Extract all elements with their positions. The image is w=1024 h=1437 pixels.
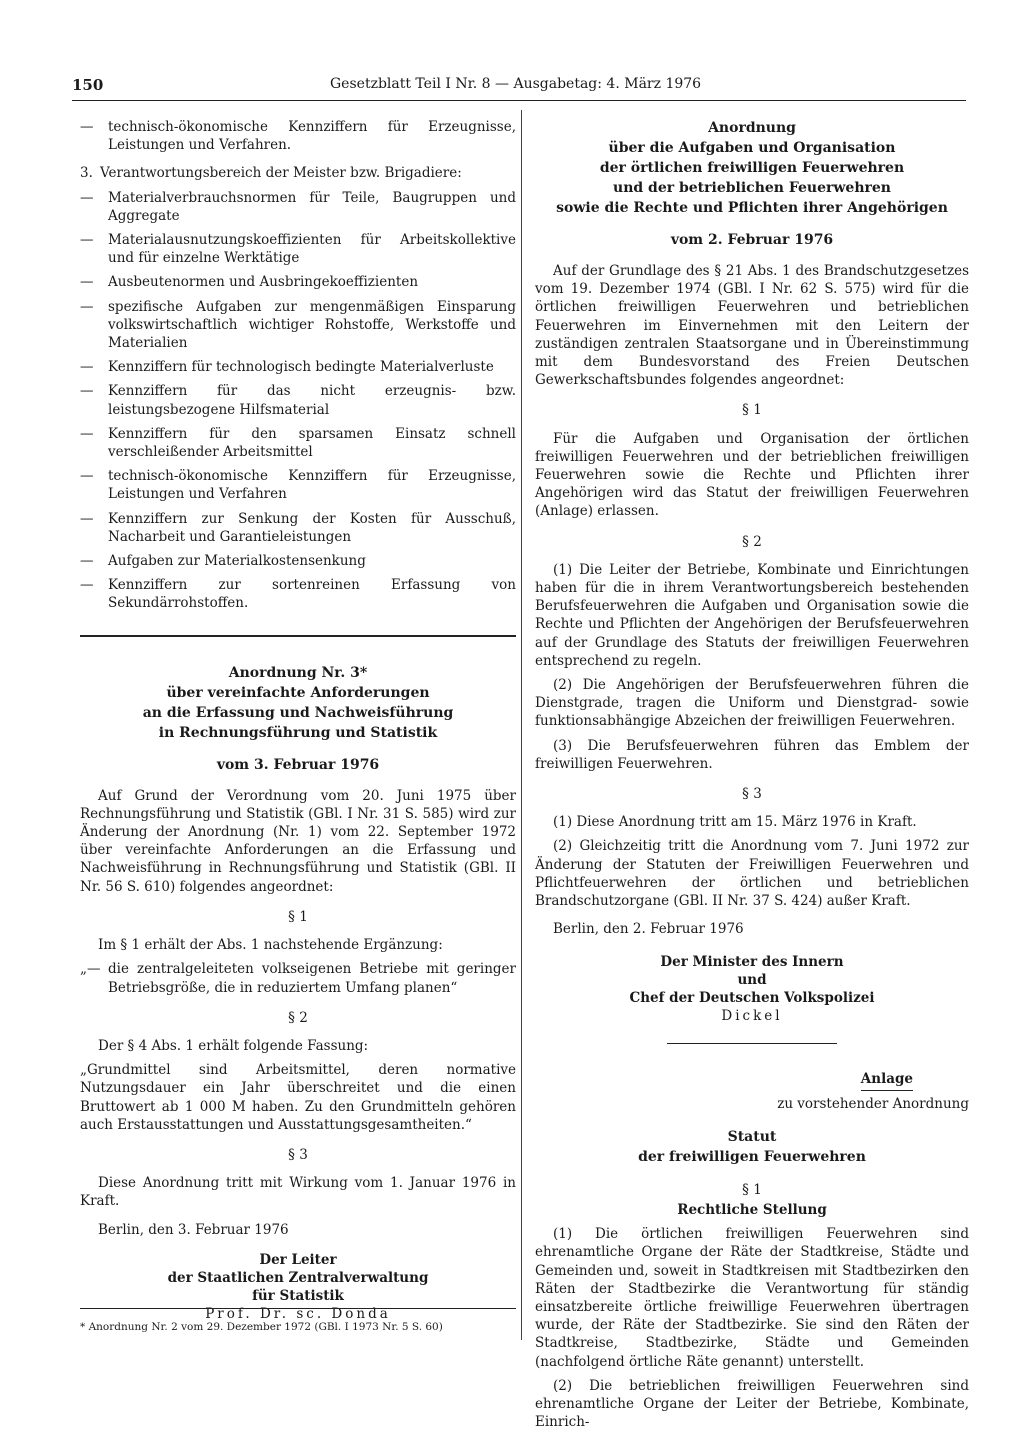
page-number: 150 [72, 76, 104, 94]
title-line: für Statistik [252, 1288, 344, 1305]
section-heading: § 1 [742, 1181, 762, 1198]
paragraph: (1) Die Leiter der Betriebe, Kombinate und Einrichtungen haben für die in ihrem Verantwortungsbereich bestehenden Berufsfeuerwehren die Aufgaben und Organisation sowie die Rechte und Pflichten der Angehörigen der Berufsfeuerwehren auf der Grundlage des Statuts der freiwilligen Feuerwehren entsprechend zu regeln. [535, 561, 969, 669]
list-item: — spezifische Aufgaben zur mengenmäßigen Einsparung volkswirtschaftlich wichtiger Rohstoffe, Werkstoffe und Materialien [80, 298, 516, 352]
section-separator [667, 1043, 837, 1044]
material-list [80, 189, 516, 613]
section-heading: § 1 [742, 402, 762, 419]
list-item: — Materialverbrauchsnormen für Teile, Baugruppen und Aggregate [80, 189, 516, 224]
list-item: — Materialausnutzungskoeffizienten für Arbeitskollektive und für einzelne Werktätige [80, 232, 516, 267]
title-line: und [737, 971, 767, 988]
annex-title: Anlage [535, 1070, 913, 1090]
page-header [72, 76, 966, 101]
annex-subtitle: zu vorstehender Anordnung [777, 1095, 969, 1112]
paragraph: (1) Die örtlichen freiwilligen Feuerwehren sind ehrenamtliche Organe der Räte der Stadtkreise, Städte und Gemeinden und, soweit in Stadtkreisen mit Stadtbezirken den Räten der Stadtbezirke die Verantwortung für ständig einsatzbereite örtliche freiwillige Feuerwehren übertragen wurde, der Räte der Stadtbezirke. Sie sind den Räten der Stadtkreise, Stadtbezirke, Städte und Gemeinden (nachfolgend örtliche Räte genannt) unterstellt. [535, 1226, 969, 1370]
title-line: der freiwilligen Feuerwehren [638, 1148, 866, 1165]
paragraph: Diese Anordnung tritt mit Wirkung vom 1. Januar 1976 in Kraft. [80, 1175, 516, 1210]
list-item: — Kennziffern für den sparsamen Einsatz schnell verschleißender Arbeitsmittel [80, 425, 516, 461]
title-line: Der Leiter [259, 1251, 337, 1268]
order-date: vom 2. Februar 1976 [670, 232, 834, 248]
title-line: und der betrieblichen Feuerwehren [613, 180, 891, 196]
section-heading: § 3 [742, 786, 762, 803]
list-item: — Kennziffern für technologisch bedingte Materialverluste [80, 359, 494, 376]
section-heading: § 2 [742, 533, 762, 550]
paragraph: (2) Gleichzeitig tritt die Anordnung vom 7. Juni 1972 zur Änderung der Statuten der Freiwilligen Feuerwehren und Pflichtfeuerwehren der örtlichen und betrieblichen Brandschutzorgane (GBl. II Nr. 37 S. 424) außer Kraft. [535, 838, 969, 910]
paragraph: (3) Die Berufsfeuerwehren führen das Emblem der freiwilligen Feuerwehren. [535, 737, 969, 772]
title-line: Anordnung Nr. 3* [228, 664, 368, 681]
section-heading: § 2 [288, 1009, 308, 1026]
quoted-amendment: „— die zentralgeleiteten volkseigenen Betriebe mit geringer Betriebsgröße, die in reduziertem Umfang planen“ [80, 961, 516, 996]
title-line: über vereinfachte Anforderungen [166, 684, 430, 701]
title-line: Anordnung [708, 120, 796, 136]
order-title [535, 118, 969, 218]
title-line: sowie die Rechte und Pflichten ihrer Angehörigen [556, 200, 948, 216]
section-heading: § 3 [288, 1146, 308, 1163]
paragraph: (1) Diese Anordnung tritt am 15. März 1976 in Kraft. [553, 814, 917, 831]
list-item: — technisch-ökonomische Kennziffern für Erzeugnisse, Leistungen und Verfahren [80, 468, 516, 503]
paragraph: (2) Die Angehörigen der Berufsfeuerwehren führen die Dienstgrade, tragen die Uniform und Dienstgrad- sowie funktionsabhängige Abzeichen der freiwilligen Feuerwehren. [535, 677, 969, 730]
title-line: Chef der Deutschen Volkspolizei [629, 989, 875, 1006]
list-item: — technisch-ökonomische Kennziffern für Erzeugnisse, Leistungen und Verfahren. [80, 119, 516, 154]
title-line: der örtlichen freiwilligen Feuerwehren [599, 160, 905, 176]
signature-block [535, 953, 969, 1008]
statute-title [535, 1127, 969, 1167]
list-item: — Kennziffern zur sortenreinen Erfassung von Sekundärrohstoffen. [80, 577, 516, 612]
running-head: Gesetzblatt Teil I Nr. 8 — Ausgabetag: 4. März 1976 [330, 76, 702, 92]
order3-preamble: Auf Grund der Verordnung vom 20. Juni 1975 über Rechnungsführung und Statistik (GBl. I Nr. 31 S. 585) wird zur Änderung der Anordnung (Nr. 1) vom 22. September 1972 über vereinfachte Anforderungen an die Erfassung und Nachweisführung in Rechnungsführung und Statistik (GBl. II Nr. 56 S. 610) folgendes angeordnet: [80, 787, 516, 895]
title-line: in Rechnungsführung und Statistik [158, 724, 438, 741]
list-item: — Kennziffern für das nicht erzeugnis- bzw. leistungsbezogene Hilfsmaterial [80, 383, 516, 418]
list-item: — Kennziffern zur Senkung der Kosten für Ausschuß, Nacharbeit und Garantieleistungen [80, 510, 516, 545]
title-line: Der Minister des Innern [660, 953, 844, 970]
title-line: der Staatlichen Zentralverwaltung [167, 1269, 429, 1286]
right-column [535, 118, 969, 1437]
left-column [80, 118, 516, 1330]
paragraph: Für die Aufgaben und Organisation der örtlichen freiwilligen Feuerwehren und der betrieblichen freiwilligen Feuerwehren sowie die Rechte und Pflichten ihrer Angehörigen wird das Statut der freiwilligen Feuerwehren (Anlage) erlassen. [535, 430, 969, 520]
order-preamble: Auf der Grundlage des § 21 Abs. 1 des Brandschutzgesetzes vom 19. Dezember 1974 (GBl. I Nr. 62 S. 575) wird für die örtlichen freiwilligen Feuerwehren und betrieblichen Feuerwehren im Einvernehmen mit den Leitern der zuständigen zentralen Staatsorgane und in Übereinstimmung mit dem Bundesvorstand des Freien Deutschen Gewerkschaftsbundes folgendes angeordnet: [535, 263, 969, 389]
column-divider [521, 110, 522, 1340]
paragraph: Im § 1 erhält der Abs. 1 nachstehende Ergänzung: [98, 937, 443, 954]
place-date: Berlin, den 2. Februar 1976 [553, 921, 744, 938]
order3-title [80, 663, 516, 743]
title-line: an die Erfassung und Nachweisführung [142, 704, 454, 721]
paragraph: Der § 4 Abs. 1 erhält folgende Fassung: [98, 1037, 369, 1054]
numbered-point-3: 3. Verantwortungsbereich der Meister bzw. Brigadiere: [80, 165, 462, 182]
place-date: Berlin, den 3. Februar 1976 [98, 1221, 289, 1238]
order3-date: vom 3. Februar 1976 [216, 756, 380, 773]
section-heading: § 1 [288, 908, 308, 925]
section-subheading: Rechtliche Stellung [677, 1201, 827, 1218]
list-item: — Aufgaben zur Materialkostensenkung [80, 553, 366, 570]
title-line: Statut [727, 1128, 777, 1145]
list-item: — Ausbeutenormen und Ausbringekoeffizienten [80, 274, 419, 291]
signature-block [80, 1251, 516, 1306]
quoted-amendment: „Grundmittel sind Arbeitsmittel, deren normative Nutzungsdauer ein Jahr überschreitet und die einen Bruttowert ab 1 000 M haben. Zu den Grundmitteln gehören auch Erstausstattungen und Ausstattungsgesamtheiten.“ [80, 1062, 516, 1133]
signatory-name: Prof. Dr. sc. Donda [205, 1306, 391, 1323]
signatory-name: Dickel [721, 1008, 783, 1025]
footnote: * Anordnung Nr. 2 vom 29. Dezember 1972 (GBl. I 1973 Nr. 5 S. 60) [80, 1308, 516, 1333]
title-line: über die Aufgaben und Organisation [608, 140, 896, 156]
section-separator [80, 635, 516, 637]
paragraph: (2) Die betrieblichen freiwilligen Feuerwehren sind ehrenamtliche Organe der Leiter der Betriebe, Kombinate, Einrich- [535, 1377, 969, 1431]
